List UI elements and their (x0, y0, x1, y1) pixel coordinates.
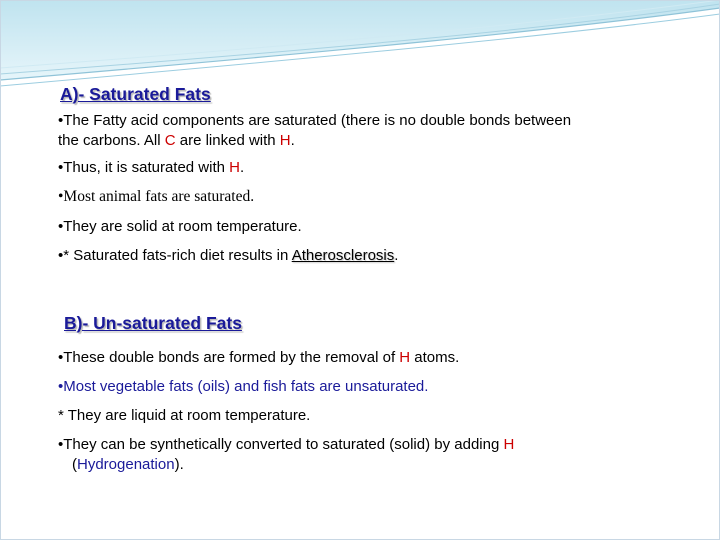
saturated-point-1 (58, 111, 571, 151)
text: •They can be synthetically converted to saturated (solid) by adding (58, 436, 504, 453)
text: . (290, 132, 295, 149)
text: •The Fatty acid components are saturated (there is no double bonds between (58, 112, 572, 129)
unsaturated-point-4 (58, 435, 514, 475)
hydrogen-symbol: H (399, 349, 411, 366)
text: the carbons. All (58, 132, 165, 149)
text: . (240, 159, 245, 176)
text: are linked with (175, 132, 280, 149)
hydrogen-symbol: H (503, 436, 515, 453)
hydrogen-symbol: H (279, 132, 291, 149)
saturated-point-4: •They are solid at room temperature. (58, 218, 302, 235)
hydrogenation-term: Hydrogenation (77, 456, 175, 473)
text: •These double bonds are formed by the removal of (58, 349, 400, 366)
text: ). (174, 456, 184, 473)
atherosclerosis-term: Atherosclerosis (291, 247, 395, 264)
heading-unsaturated-fats: B)- Un-saturated Fats (64, 313, 242, 333)
text: . (394, 247, 399, 264)
text: ( (72, 456, 77, 473)
text: atoms. (410, 349, 460, 366)
heading-saturated-fats: A)- Saturated Fats (60, 84, 211, 104)
saturated-point-3: •Most animal fats are saturated. (58, 188, 255, 205)
unsaturated-point-1 (58, 348, 459, 368)
saturated-point-5 (58, 246, 398, 266)
text: •Thus, it is saturated with (58, 159, 230, 176)
carbon-symbol: C (164, 132, 176, 149)
unsaturated-point-2: •Most vegetable fats (oils) and fish fats are unsaturated. (58, 378, 429, 395)
text: •* Saturated fats-rich diet results in (58, 247, 292, 264)
unsaturated-point-3: * They are liquid at room temperature. (58, 407, 311, 424)
hydrogen-symbol: H (229, 159, 240, 176)
saturated-point-2 (58, 158, 244, 178)
